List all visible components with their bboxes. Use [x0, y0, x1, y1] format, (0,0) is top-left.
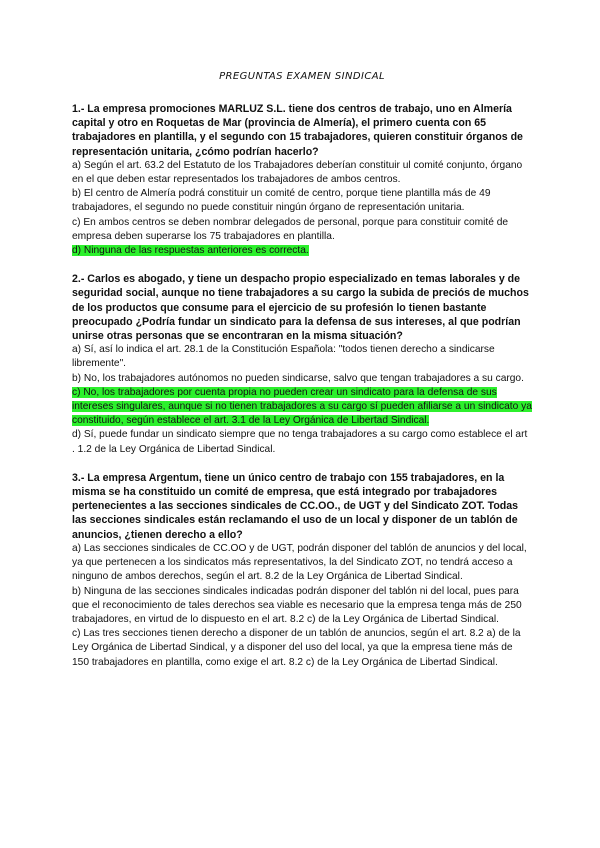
answer-option-a: a) Según el art. 63.2 del Estatuto de los Trabajadores deberían constituir ul comité conjunto, órgano en el que deben estar representados los trabajadores de ambos centros.: [72, 159, 523, 186]
answer-option-c-wrap: [72, 386, 532, 429]
page-title: PREGUNTAS EXAMEN SINDICAL: [219, 71, 385, 82]
answer-option-b: b) El centro de Almería podrá constituir un comité de centro, porque tiene plantilla más de 49 trabajadores, el segundo no puede constituir ningún órgano de representación unitaria.: [72, 188, 491, 214]
answer-option-b: b) Ninguna de las secciones sindicales indicadas podrán disponer del tablón ni del local, pues para que el reconocimiento de tales derechos sea viable es necesario que la empresa tenga más de 250 trabajadores, en virtud de lo dispuesto en el art. 8.2 c) de la Ley Orgánica de Libertad Sindical.: [72, 585, 522, 625]
answer-option-b: b) No, los trabajadores autónomos no pueden sindicarse, salvo que tengan trabajadores a su cargo.: [72, 372, 524, 384]
question-text: 2.- Carlos es abogado, y tiene un despacho propio especializado en temas laborales y de seguridad social, aunque no tiene trabajadores a su cargo la subida de preciós de muchos de los productos que consume para el ejercicio de su profesión lo tienen bastante preocupado ¿Podría fundar un sindicato para la defensa de sus intereses, al que podrían unirse otras personas que se encontraran en la misma situación?: [72, 273, 529, 343]
answer-option-d-highlighted: d) Ninguna de las respuestas anteriores es correcta.: [72, 245, 309, 257]
question-text: 3.- La empresa Argentum, tiene un único centro de trabajo con 155 trabajadores, en la misma se ha constituido un comité de empresa, que está integrado por trabajadores pertenecientes a las secciones sindicales de CC.OO., de UGT y del Sindicato ZOT. Todas las secciones sindicales están reclamando el uso de un local y disponer de un tablón de anuncios, ¿tienen derecho a ello?: [72, 471, 519, 541]
answer-option-a: a) Las secciones sindicales de CC.OO y de UGT, podrán disponer del tablón de anuncios y del local, ya que pertenecen a los sindicatos más representativos, la del Sindicato ZOT, no tendrá acceso a ninguno de ambos derechos, según el art. 8.2 de la Ley Orgánica de Libertad Sindical.: [72, 542, 527, 583]
answer-option-c: c) En ambos centros se deben nombrar delegados de personal, porque para constituir comité de empresa deben superarse los 75 trabajadores en plantilla.: [72, 216, 509, 242]
answer-option-a: a) Sí, así lo indica el art. 28.1 de la Constitución Española: "todos tienen derecho a sindicarse libremente".: [72, 344, 495, 370]
question-3: [72, 471, 532, 670]
answer-option-c: c) Las tres secciones tienen derecho a disponer de un tablón de anuncios, según el art. 8.2 a) de la Ley Orgánica de Libertad Sindical, y a disponer del uso del local, ya que la empresa tiene más de 150 trabajadores en plantilla, como exige el art. 8.2 c) de la Ley Orgánica de Libertad Sindical.: [72, 628, 521, 668]
answer-option-c-highlighted: c) No, los trabajadores por cuenta propia no pueden crear un sindicato para la defensa de sus intereses singulares, aunque si no tienen trabajadores a su cargo sí pueden afiliarse a un sindicato ya constituido, según establece el art. 3.1 de la Ley Orgánica de Libertad Sindical.: [72, 386, 532, 427]
document-page: [72, 70, 532, 684]
question-text: 1.- La empresa promociones MARLUZ S.L. tiene dos centros de trabajo, uno en Almería capital y otro en Roquetas de Mar (provincia de Almería), el primero cuenta con 65 trabajadores en plantilla, y el segundo con 15 trabajadores, quieren constituir órganos de representación unitaria, ¿cómo podrían hacerlo?: [72, 103, 523, 158]
answer-option-d-wrap: [72, 244, 532, 258]
question-2: [72, 272, 532, 457]
question-1: [72, 102, 532, 258]
answer-option-d: d) Sí, puede fundar un sindicato siempre que no tenga trabajadores a su cargo como establece el art . 1.2 de la Ley Orgánica de Libertad Sindical.: [72, 429, 528, 455]
